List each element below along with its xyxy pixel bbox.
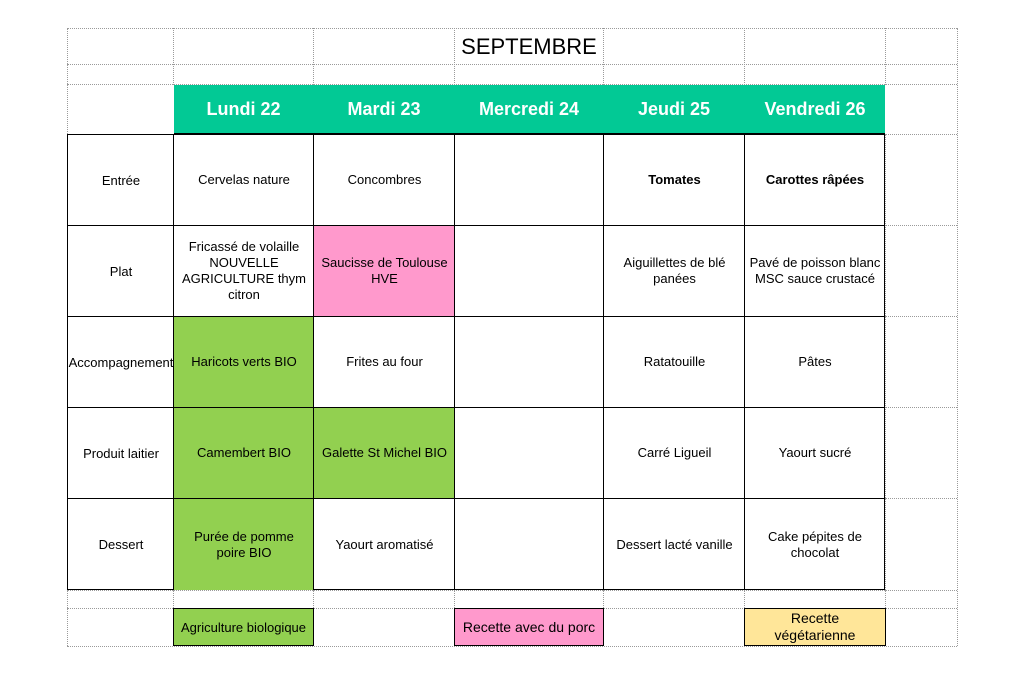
- gridline: [885, 134, 886, 590]
- legend-bio: Agriculture biologique: [173, 608, 314, 646]
- menu-cell: [454, 316, 604, 407]
- menu-cell: Pavé de poisson blanc MSC sauce crustacé: [744, 225, 885, 316]
- menu-cell: Aiguillettes de blé panées: [603, 225, 745, 316]
- gridline: [885, 498, 957, 499]
- gridline: [957, 28, 958, 646]
- menu-cell: Frites au four: [313, 316, 455, 407]
- day-header-friday: Vendredi 26: [764, 98, 866, 119]
- gridline: [313, 28, 314, 85]
- gridline: [67, 646, 957, 647]
- menu-cell: Concombres: [313, 134, 455, 225]
- gridline: [744, 28, 745, 85]
- menu-cell: Cake pépites de chocolat: [744, 498, 885, 590]
- gridline: [67, 590, 957, 591]
- legend-vegetarien: Recette végétarienne: [744, 608, 886, 646]
- menu-cell: Galette St Michel BIO: [313, 407, 455, 498]
- menu-cell: Carottes râpées: [744, 134, 885, 225]
- menu-cell: Fricassé de volaille NOUVELLE AGRICULTURE thym citron: [173, 225, 314, 316]
- menu-cell: Yaourt aromatisé: [313, 498, 455, 590]
- menu-cell: Camembert BIO: [173, 407, 314, 498]
- menu-cell: Purée de pomme poire BIO: [173, 498, 314, 590]
- menu-cell: Dessert lacté vanille: [603, 498, 745, 590]
- gridline: [67, 28, 957, 29]
- row-label-entree: Entrée: [67, 134, 174, 225]
- menu-cell: [454, 225, 604, 316]
- menu-cell: [454, 498, 604, 590]
- row-label-plat: Plat: [67, 225, 174, 316]
- row-label-produit-laitier: Produit laitier: [67, 407, 174, 498]
- gridline: [885, 407, 957, 408]
- day-header-thursday: Jeudi 25: [637, 98, 711, 119]
- day-header-tuesday: Mardi 23: [347, 98, 421, 119]
- gridline: [885, 134, 957, 135]
- gridline: [885, 225, 957, 226]
- menu-cell: Saucisse de Toulouse HVE: [313, 225, 455, 316]
- row-label-accompagnement: Accompagnement: [67, 316, 174, 407]
- menu-cell: Tomates: [603, 134, 745, 225]
- menu-cell: Yaourt sucré: [744, 407, 885, 498]
- menu-cell: [454, 407, 604, 498]
- menu-cell: Pâtes: [744, 316, 885, 407]
- menu-cell: Carré Ligueil: [603, 407, 745, 498]
- gridline: [173, 28, 174, 85]
- menu-cell: Cervelas nature: [173, 134, 314, 225]
- gridline: [885, 316, 957, 317]
- gridline: [885, 28, 886, 85]
- page-title: SEPTEMBRE: [461, 34, 597, 59]
- legend-porc: Recette avec du porc: [454, 608, 604, 646]
- row-label-dessert: Dessert: [67, 498, 174, 590]
- menu-cell: Ratatouille: [603, 316, 745, 407]
- menu-cell: [454, 134, 604, 225]
- day-header-monday: Lundi 22: [206, 98, 281, 119]
- menu-cell: Haricots verts BIO: [173, 316, 314, 407]
- gridline: [67, 64, 957, 65]
- day-header-wednesday: Mercredi 24: [478, 98, 580, 119]
